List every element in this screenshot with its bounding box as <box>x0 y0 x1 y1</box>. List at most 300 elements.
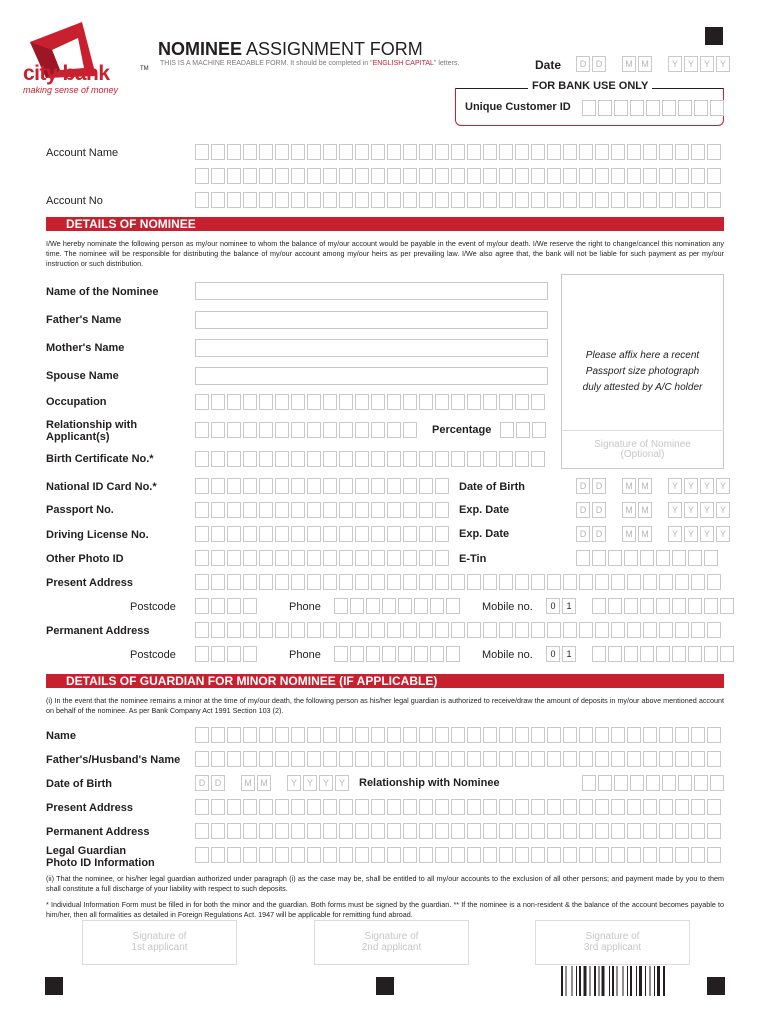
char-box[interactable] <box>579 192 593 208</box>
signature-box-2nd-applicant[interactable] <box>314 920 469 965</box>
char-box[interactable] <box>563 847 577 863</box>
char-box[interactable] <box>243 478 257 494</box>
char-box[interactable] <box>259 727 273 743</box>
char-box[interactable] <box>227 422 241 438</box>
char-box[interactable] <box>672 550 686 566</box>
char-box[interactable] <box>339 422 353 438</box>
char-box[interactable] <box>627 144 641 160</box>
char-box[interactable] <box>259 502 273 518</box>
char-box[interactable] <box>307 422 321 438</box>
char-box[interactable] <box>307 144 321 160</box>
char-box[interactable] <box>291 751 305 767</box>
char-box[interactable] <box>467 168 481 184</box>
char-box[interactable] <box>483 144 497 160</box>
char-box[interactable] <box>515 823 529 839</box>
char-box[interactable] <box>627 799 641 815</box>
char-box[interactable] <box>515 144 529 160</box>
char-box[interactable]: 0 <box>546 598 560 614</box>
char-box[interactable] <box>547 751 561 767</box>
char-box[interactable] <box>483 451 497 467</box>
char-box[interactable] <box>323 847 337 863</box>
char-box[interactable] <box>243 799 257 815</box>
char-box[interactable] <box>387 192 401 208</box>
char-box[interactable] <box>371 394 385 410</box>
char-box[interactable] <box>640 550 654 566</box>
char-box[interactable] <box>579 168 593 184</box>
char-box[interactable] <box>611 168 625 184</box>
char-box[interactable]: Y <box>700 56 714 72</box>
char-box[interactable] <box>675 847 689 863</box>
char-box[interactable] <box>387 394 401 410</box>
char-box[interactable] <box>531 451 545 467</box>
char-box[interactable] <box>563 144 577 160</box>
char-box[interactable] <box>355 823 369 839</box>
char-box[interactable] <box>499 622 513 638</box>
char-box[interactable] <box>499 751 513 767</box>
nid-field[interactable] <box>195 478 451 494</box>
char-box[interactable]: M <box>638 56 652 72</box>
char-box[interactable] <box>435 847 449 863</box>
char-box[interactable] <box>582 100 596 116</box>
char-box[interactable] <box>371 622 385 638</box>
char-box[interactable] <box>227 799 241 815</box>
char-box[interactable] <box>531 144 545 160</box>
char-box[interactable] <box>387 574 401 590</box>
char-box[interactable] <box>643 823 657 839</box>
char-box[interactable] <box>707 727 721 743</box>
char-box[interactable] <box>355 526 369 542</box>
char-box[interactable] <box>243 394 257 410</box>
char-box[interactable] <box>355 422 369 438</box>
char-box[interactable] <box>531 847 545 863</box>
char-box[interactable]: Y <box>716 526 730 542</box>
char-box[interactable] <box>435 799 449 815</box>
char-box[interactable] <box>259 823 273 839</box>
char-box[interactable] <box>595 799 609 815</box>
char-box[interactable]: D <box>576 56 590 72</box>
char-box[interactable] <box>688 598 702 614</box>
char-box[interactable] <box>339 192 353 208</box>
char-box[interactable] <box>483 823 497 839</box>
char-box[interactable] <box>691 799 705 815</box>
char-box[interactable] <box>403 823 417 839</box>
char-box[interactable] <box>259 751 273 767</box>
char-box[interactable] <box>403 727 417 743</box>
guardian-father-husband-field[interactable] <box>195 751 723 767</box>
char-box[interactable] <box>403 751 417 767</box>
char-box[interactable] <box>195 526 209 542</box>
char-box[interactable] <box>371 144 385 160</box>
char-box[interactable] <box>323 502 337 518</box>
spouse-name-input[interactable] <box>195 367 548 385</box>
char-box[interactable] <box>195 168 209 184</box>
char-box[interactable] <box>608 550 622 566</box>
char-box[interactable] <box>195 502 209 518</box>
char-box[interactable] <box>598 775 612 791</box>
char-box[interactable] <box>611 823 625 839</box>
char-box[interactable]: 1 <box>562 598 576 614</box>
char-box[interactable] <box>339 144 353 160</box>
char-box[interactable] <box>419 394 433 410</box>
char-box[interactable] <box>419 526 433 542</box>
char-box[interactable] <box>419 622 433 638</box>
char-box[interactable] <box>227 502 241 518</box>
char-box[interactable] <box>307 526 321 542</box>
char-box[interactable] <box>259 168 273 184</box>
char-box[interactable] <box>211 622 225 638</box>
char-box[interactable] <box>704 598 718 614</box>
char-box[interactable] <box>419 192 433 208</box>
char-box[interactable] <box>467 574 481 590</box>
char-box[interactable] <box>691 823 705 839</box>
char-box[interactable] <box>350 598 364 614</box>
char-box[interactable] <box>419 502 433 518</box>
char-box[interactable]: D <box>592 56 606 72</box>
guardian-permanent-address-field[interactable] <box>195 823 723 839</box>
char-box[interactable] <box>662 100 676 116</box>
char-box[interactable] <box>627 823 641 839</box>
present-postcode-field[interactable] <box>195 598 259 614</box>
char-box[interactable] <box>707 751 721 767</box>
char-box[interactable] <box>195 823 209 839</box>
char-box[interactable]: D <box>576 526 590 542</box>
char-box[interactable] <box>355 622 369 638</box>
char-box[interactable] <box>291 799 305 815</box>
char-box[interactable] <box>659 823 673 839</box>
char-box[interactable] <box>291 823 305 839</box>
char-box[interactable] <box>643 192 657 208</box>
char-box[interactable] <box>387 847 401 863</box>
char-box[interactable] <box>227 574 241 590</box>
char-box[interactable] <box>720 646 734 662</box>
char-box[interactable] <box>531 622 545 638</box>
char-box[interactable] <box>227 727 241 743</box>
char-box[interactable] <box>403 574 417 590</box>
char-box[interactable] <box>595 192 609 208</box>
char-box[interactable] <box>630 100 644 116</box>
char-box[interactable] <box>611 727 625 743</box>
char-box[interactable] <box>275 727 289 743</box>
char-box[interactable] <box>624 598 638 614</box>
char-box[interactable] <box>483 168 497 184</box>
char-box[interactable] <box>675 192 689 208</box>
char-box[interactable] <box>323 799 337 815</box>
char-box[interactable] <box>435 502 449 518</box>
nominee-name-input[interactable] <box>195 282 548 300</box>
char-box[interactable] <box>579 847 593 863</box>
present-mobile-field[interactable] <box>546 598 736 614</box>
char-box[interactable] <box>627 622 641 638</box>
char-box[interactable] <box>339 847 353 863</box>
char-box[interactable] <box>323 144 337 160</box>
char-box[interactable] <box>451 451 465 467</box>
char-box[interactable]: 1 <box>562 646 576 662</box>
char-box[interactable] <box>656 646 670 662</box>
char-box[interactable] <box>499 394 513 410</box>
char-box[interactable] <box>419 727 433 743</box>
char-box[interactable] <box>659 727 673 743</box>
char-box[interactable] <box>563 168 577 184</box>
char-box[interactable] <box>531 823 545 839</box>
char-box[interactable] <box>563 192 577 208</box>
guardian-present-address-field[interactable] <box>195 799 723 815</box>
char-box[interactable] <box>515 168 529 184</box>
char-box[interactable] <box>275 451 289 467</box>
char-box[interactable] <box>710 775 724 791</box>
char-box[interactable] <box>579 622 593 638</box>
char-box[interactable] <box>227 192 241 208</box>
char-box[interactable] <box>515 751 529 767</box>
char-box[interactable] <box>387 502 401 518</box>
char-box[interactable] <box>323 168 337 184</box>
char-box[interactable] <box>515 574 529 590</box>
char-box[interactable] <box>291 502 305 518</box>
char-box[interactable] <box>675 799 689 815</box>
char-box[interactable] <box>275 478 289 494</box>
char-box[interactable] <box>195 598 209 614</box>
char-box[interactable] <box>707 192 721 208</box>
char-box[interactable] <box>451 574 465 590</box>
char-box[interactable] <box>243 550 257 566</box>
char-box[interactable] <box>531 192 545 208</box>
char-box[interactable] <box>195 622 209 638</box>
passport-exp-field[interactable] <box>576 502 732 518</box>
char-box[interactable] <box>435 144 449 160</box>
char-box[interactable] <box>614 775 628 791</box>
guardian-photo-id-field[interactable] <box>195 847 723 863</box>
char-box[interactable] <box>435 526 449 542</box>
char-box[interactable] <box>387 526 401 542</box>
char-box[interactable] <box>579 823 593 839</box>
char-box[interactable] <box>275 574 289 590</box>
char-box[interactable] <box>579 727 593 743</box>
char-box[interactable]: M <box>622 478 636 494</box>
char-box[interactable]: Y <box>668 478 682 494</box>
char-box[interactable] <box>467 751 481 767</box>
char-box[interactable] <box>467 727 481 743</box>
char-box[interactable] <box>387 451 401 467</box>
char-box[interactable] <box>291 422 305 438</box>
char-box[interactable] <box>371 168 385 184</box>
char-box[interactable] <box>547 823 561 839</box>
char-box[interactable] <box>403 799 417 815</box>
char-box[interactable] <box>627 751 641 767</box>
header-date-field[interactable] <box>576 56 732 72</box>
char-box[interactable] <box>259 451 273 467</box>
char-box[interactable] <box>259 799 273 815</box>
guardian-relationship-field[interactable] <box>582 775 726 791</box>
char-box[interactable] <box>211 526 225 542</box>
char-box[interactable] <box>259 574 273 590</box>
char-box[interactable]: M <box>622 502 636 518</box>
char-box[interactable] <box>227 451 241 467</box>
char-box[interactable] <box>430 646 444 662</box>
char-box[interactable] <box>707 823 721 839</box>
char-box[interactable] <box>307 823 321 839</box>
char-box[interactable] <box>275 502 289 518</box>
char-box[interactable] <box>419 847 433 863</box>
char-box[interactable] <box>675 727 689 743</box>
char-box[interactable] <box>307 394 321 410</box>
permanent-address-field[interactable] <box>195 622 723 638</box>
char-box[interactable] <box>387 751 401 767</box>
char-box[interactable] <box>211 144 225 160</box>
driving-exp-field[interactable] <box>576 526 732 542</box>
permanent-mobile-field[interactable] <box>546 646 736 662</box>
char-box[interactable] <box>659 574 673 590</box>
char-box[interactable] <box>355 799 369 815</box>
char-box[interactable] <box>211 168 225 184</box>
char-box[interactable]: Y <box>684 478 698 494</box>
char-box[interactable] <box>675 574 689 590</box>
char-box[interactable] <box>371 192 385 208</box>
char-box[interactable] <box>563 823 577 839</box>
char-box[interactable] <box>387 727 401 743</box>
char-box[interactable] <box>678 775 692 791</box>
char-box[interactable] <box>419 550 433 566</box>
char-box[interactable] <box>611 144 625 160</box>
char-box[interactable] <box>323 622 337 638</box>
char-box[interactable] <box>291 394 305 410</box>
char-box[interactable] <box>211 823 225 839</box>
char-box[interactable] <box>227 550 241 566</box>
char-box[interactable] <box>291 144 305 160</box>
char-box[interactable] <box>259 847 273 863</box>
char-box[interactable] <box>323 451 337 467</box>
char-box[interactable] <box>483 751 497 767</box>
char-box[interactable] <box>467 144 481 160</box>
char-box[interactable] <box>691 144 705 160</box>
account-name-field-row1[interactable] <box>195 144 723 160</box>
char-box[interactable] <box>275 799 289 815</box>
char-box[interactable] <box>707 799 721 815</box>
char-box[interactable] <box>563 727 577 743</box>
char-box[interactable] <box>563 799 577 815</box>
nominee-dob-field[interactable] <box>576 478 732 494</box>
char-box[interactable] <box>259 550 273 566</box>
char-box[interactable] <box>435 478 449 494</box>
char-box[interactable] <box>627 847 641 863</box>
char-box[interactable] <box>435 751 449 767</box>
char-box[interactable] <box>211 192 225 208</box>
char-box[interactable] <box>355 144 369 160</box>
char-box[interactable] <box>598 100 612 116</box>
char-box[interactable] <box>659 799 673 815</box>
char-box[interactable] <box>547 847 561 863</box>
char-box[interactable] <box>435 574 449 590</box>
char-box[interactable] <box>291 168 305 184</box>
char-box[interactable] <box>339 394 353 410</box>
char-box[interactable] <box>643 799 657 815</box>
char-box[interactable] <box>339 727 353 743</box>
char-box[interactable] <box>595 751 609 767</box>
char-box[interactable] <box>275 526 289 542</box>
percentage-field[interactable] <box>500 422 548 438</box>
char-box[interactable] <box>350 646 364 662</box>
char-box[interactable] <box>614 100 628 116</box>
char-box[interactable] <box>307 478 321 494</box>
char-box[interactable] <box>403 451 417 467</box>
char-box[interactable] <box>323 422 337 438</box>
char-box[interactable] <box>259 526 273 542</box>
char-box[interactable] <box>704 550 718 566</box>
char-box[interactable] <box>531 168 545 184</box>
char-box[interactable] <box>547 144 561 160</box>
char-box[interactable] <box>195 751 209 767</box>
char-box[interactable] <box>451 727 465 743</box>
char-box[interactable] <box>211 751 225 767</box>
relationship-field[interactable] <box>195 422 419 438</box>
account-no-field[interactable] <box>195 192 723 208</box>
char-box[interactable]: M <box>622 56 636 72</box>
char-box[interactable] <box>659 168 673 184</box>
char-box[interactable] <box>371 574 385 590</box>
char-box[interactable] <box>499 574 513 590</box>
char-box[interactable] <box>243 598 257 614</box>
char-box[interactable] <box>532 422 546 438</box>
char-box[interactable] <box>291 192 305 208</box>
char-box[interactable] <box>483 847 497 863</box>
char-box[interactable] <box>419 451 433 467</box>
char-box[interactable] <box>243 526 257 542</box>
char-box[interactable]: D <box>592 478 606 494</box>
char-box[interactable] <box>275 847 289 863</box>
char-box[interactable] <box>627 574 641 590</box>
char-box[interactable] <box>707 168 721 184</box>
char-box[interactable] <box>643 847 657 863</box>
char-box[interactable] <box>339 451 353 467</box>
char-box[interactable] <box>643 144 657 160</box>
char-box[interactable] <box>595 823 609 839</box>
char-box[interactable] <box>582 775 596 791</box>
char-box[interactable]: 0 <box>546 646 560 662</box>
char-box[interactable] <box>195 422 209 438</box>
char-box[interactable] <box>227 646 241 662</box>
char-box[interactable]: Y <box>700 526 714 542</box>
char-box[interactable] <box>675 622 689 638</box>
char-box[interactable] <box>195 451 209 467</box>
char-box[interactable] <box>243 847 257 863</box>
char-box[interactable] <box>403 192 417 208</box>
char-box[interactable]: D <box>576 502 590 518</box>
char-box[interactable] <box>291 727 305 743</box>
char-box[interactable] <box>211 799 225 815</box>
char-box[interactable] <box>467 451 481 467</box>
char-box[interactable] <box>451 799 465 815</box>
char-box[interactable] <box>531 751 545 767</box>
char-box[interactable] <box>195 727 209 743</box>
guardian-dob-field[interactable] <box>195 775 351 791</box>
other-photo-id-field[interactable] <box>195 550 451 566</box>
char-box[interactable] <box>579 144 593 160</box>
char-box[interactable] <box>275 823 289 839</box>
char-box[interactable] <box>339 168 353 184</box>
char-box[interactable] <box>355 550 369 566</box>
char-box[interactable] <box>403 422 417 438</box>
occupation-field[interactable] <box>195 394 547 410</box>
char-box[interactable]: D <box>211 775 225 791</box>
char-box[interactable]: M <box>622 526 636 542</box>
char-box[interactable] <box>339 574 353 590</box>
char-box[interactable] <box>387 550 401 566</box>
char-box[interactable] <box>211 598 225 614</box>
char-box[interactable]: Y <box>303 775 317 791</box>
char-box[interactable] <box>499 727 513 743</box>
char-box[interactable] <box>595 168 609 184</box>
char-box[interactable] <box>608 646 622 662</box>
char-box[interactable] <box>243 622 257 638</box>
char-box[interactable] <box>339 799 353 815</box>
